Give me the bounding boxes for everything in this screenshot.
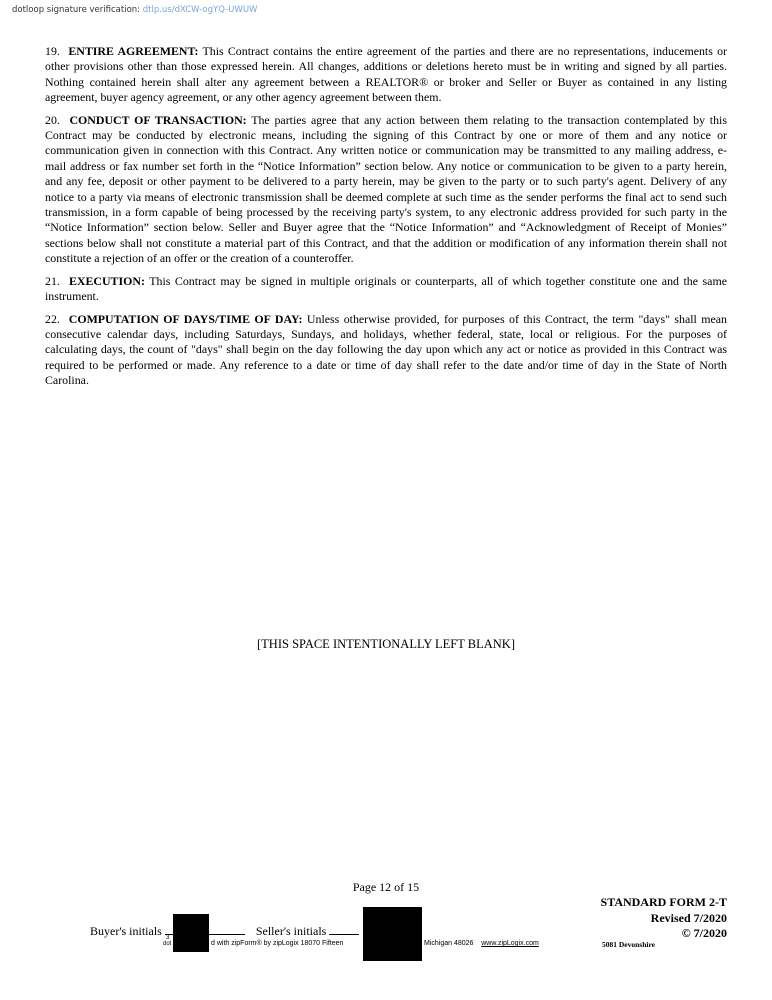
contract-body [45,44,727,396]
ziplogix-link[interactable]: www.zipLogix.com [481,940,539,947]
blank-space-notice: [THIS SPACE INTENTIONALLY LEFT BLANK] [257,637,515,651]
tiny-mark: dot [163,941,172,947]
form-copyright: © 7/2020 [681,926,727,940]
section-21 [45,274,727,305]
verification-label: dotloop signature verification: [12,5,141,15]
page-number: Page 12 of 15 [352,880,420,894]
buyer-initials-redaction [173,914,209,952]
section-text: Unless otherwise provided, for purposes of this Contract, the term "days" shall mean consecutive calendar days, including Saturdays, Sundays, and holidays, whether federal, state, local or religious. For the purposes of calculating days, the count of "days" shall begin on the day following the day upon which any act or notice as provided in this Contract was required to be performed or made. Any reference to a date or time of day shall refer to the date and/or time of day in the State of North Carolina. [45,311,727,388]
section-number: 22. [45,311,60,326]
buyer-initials-label: Buyer's initials [90,924,162,938]
section-19 [45,44,727,106]
property-address: 5081 Devonshire [602,940,655,949]
section-number: 21. [45,273,60,288]
dotloop-verification [12,5,257,15]
section-heading: ENTIRE AGREEMENT: [68,44,199,58]
form-name: STANDARD FORM 2-T [600,895,727,909]
seller-initials-label: Seller's initials [255,924,327,938]
section-heading: COMPUTATION OF DAYS/TIME OF DAY: [68,311,303,326]
zipform-location: Michigan 48026 [424,940,474,947]
section-heading: EXECUTION: [68,273,145,288]
section-text: The parties agree that any action between them relating to the transaction contemplated by this Contract may be conducted by electronic means, including the signing of this Contract by one or more of them and any notice or communication given in connection with this Contract. Any written notice or communication may be transmitted to any mailing address, e-mail address or fax number set forth in the “Notice Information” section below. Any notice or communication to be given to a party herein, and any fee, deposit or other payment to be delivered to a party herein, may be given to the party or to such party's agent. Delivery of any notice to a party via means of electronic transmission shall be deemed complete at such time as the sender performs the final act to send such transmission, in a form capable of being processed by the receiving party's system, to any electronic address provided for such party in the “Notice Information” section below. Seller and Buyer agree that the “Notice Information” and “Acknowledgment of Receipt of Monies” sections below shall not constitute a material part of this Contract, and that the addition or modification of any information therein shall not constitute a rejection of an offer or the creation of a counteroffer. [45,112,727,266]
zipform-credit: d with zipForm® by zipLogix 18070 Fifteen [211,940,344,947]
section-22 [45,312,727,389]
section-text: This Contract contains the entire agreement of the parties and there are no representations, inducements or other provisions other than those expressed herein. All changes, additions or deletions hereto must be in writing and signed by all parties. Nothing contained herein shall alter any agreement between a REALTOR® or broker and Seller or Buyer as contained in any listing agreement, buyer agency agreement, or any other agency agreement between them. [45,44,727,105]
standard-form-block [601,895,727,942]
section-heading: CONDUCT OF TRANSACTION: [69,112,247,127]
section-text: This Contract may be signed in multiple originals or counterparts, all of which together constitute one and the same instrument. [45,273,727,304]
seller-initials-field[interactable] [329,924,359,935]
tiny-mark: 3 [166,935,170,941]
section-number: 20. [45,112,60,127]
section-number: 19. [45,44,60,58]
verification-link[interactable]: dtlp.us/dXCW-ogYQ-UWUW [142,5,258,15]
zipform-credit-tail [424,940,539,947]
section-20 [45,113,727,267]
form-revised: Revised 7/2020 [650,910,727,925]
initials-row [90,924,359,939]
seller-initials-redaction [363,907,422,961]
